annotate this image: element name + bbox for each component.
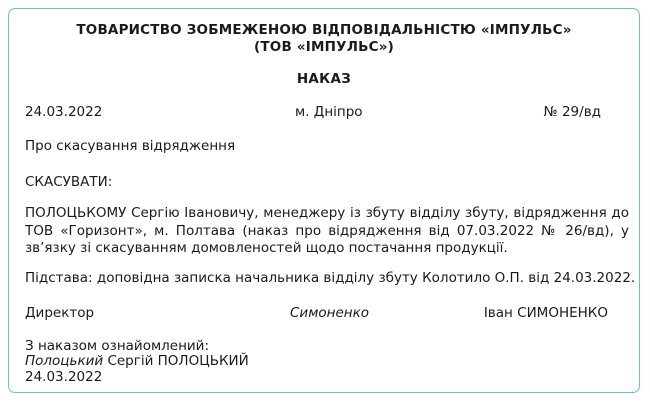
director-signature: Симоненко	[290, 305, 370, 321]
director-name: Іван СИМОНЕНКО	[483, 305, 608, 321]
acknowledgement-date: 24.03.2022	[25, 369, 103, 385]
order-subject: Про скасування відрядження	[25, 138, 236, 154]
document-frame	[8, 8, 640, 393]
organization-full-name: ТОВАРИСТВО ЗОБМЕЖЕНОЮ ВІДПОВІДАЛЬНІСТЮ «ІМПУЛЬС»	[76, 22, 572, 38]
acknowledgement-signature-line	[25, 353, 249, 369]
order-city: м. Дніпро	[295, 104, 363, 120]
order-directive: СКАСУВАТИ:	[25, 174, 113, 190]
order-basis: Підстава: доповідна записка начальника відділу збуту Колотило О.П. від 24.03.2022.	[25, 270, 636, 286]
order-body: ПОЛОЦЬКОМУ Сергію Івановичу, менеджеру із збуту відділу збуту, відрядження до ТОВ «Горизонт», м. Полтава (наказ про відрядження від 07.03.2022 № 26/вд), у зв’язку зі скасуванням домовленостей щодо постачання продукції.	[25, 205, 629, 256]
acknowledgement-name: Сергій ПОЛОЦЬКИЙ	[103, 353, 249, 369]
order-number: № 29/вд	[543, 104, 601, 120]
document-type: НАКАЗ	[296, 71, 352, 87]
organization-short-name: (ТОВ «ІМПУЛЬС»)	[253, 39, 395, 55]
acknowledgement-signature: Полоцький	[25, 353, 104, 369]
order-date: 24.03.2022	[25, 104, 103, 120]
director-title: Директор	[25, 305, 95, 321]
acknowledgement-label: З наказом ознайомлений:	[25, 338, 209, 354]
